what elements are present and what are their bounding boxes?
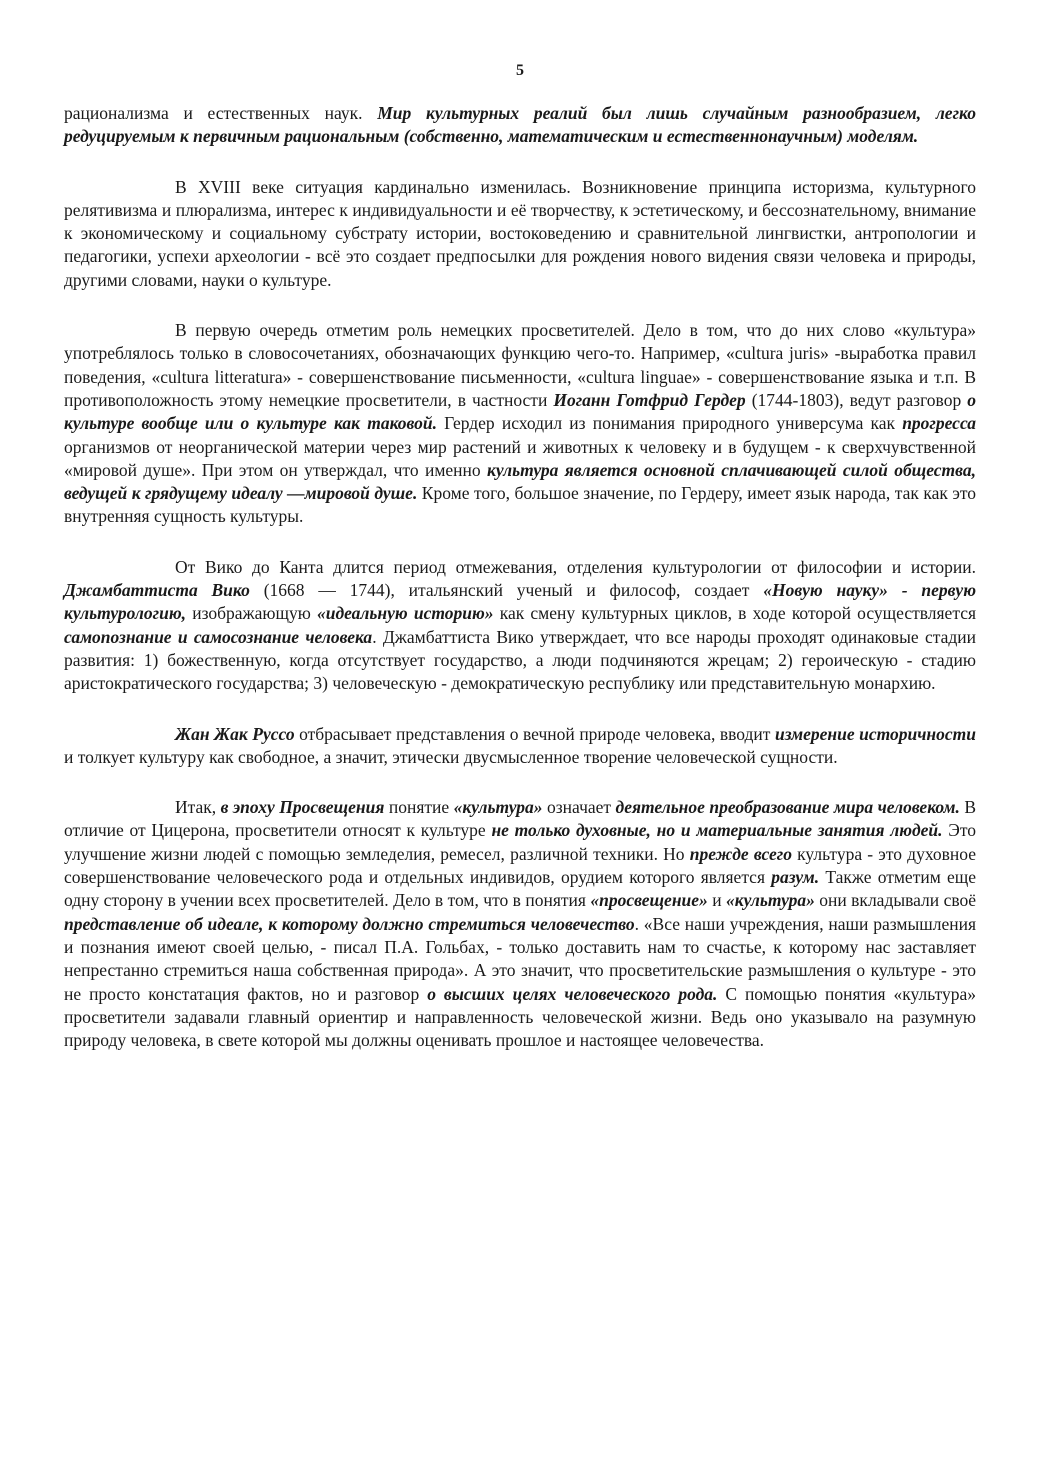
text-run: (1668 — 1744), итальянский ученый и философ, создает <box>249 580 764 601</box>
emphasized-text: измерение историчности <box>774 723 976 744</box>
emphasized-text: представление об идеале, к которому должно стремиться человечество <box>64 913 635 934</box>
emphasized-text: «идеальную историю» <box>316 603 494 624</box>
emphasized-text: Мир культурных реалий был лишь случайным разнообразием, легко редуцируемым к первичным рациональным (собственно, математическим и естественнонаучным) моделям. <box>64 103 976 147</box>
emphasized-text: о высших целях человеческого рода. <box>427 983 718 1004</box>
text-run: Итак, <box>175 797 221 818</box>
paragraph <box>64 556 976 696</box>
text-run: Гердер исходил из понимания природного универсума как <box>437 413 903 434</box>
text-run: В XVIII веке ситуация кардинально изменилась. Возникновение принципа историзма, культурного релятивизма и плюрализма, интерес к индивидуальности и её творчеству, к эстетическому, и бессознательному, внимание к экономическому и социальному субстрату истории, востоковедению и сравнительной лингвистки, антропологии и педагогики, успехи археологии - всё это создает предпосылки для рождения нового видения связи человека и природы, другими словами, науки о культуре. <box>64 176 976 290</box>
text-run: В первую очередь отметим роль немецких просветителей. Дело в том, что до них слово «культура» употреблялось только в словосочетаниях, обозначающих функцию чего-то. Например, «cultura juris» -выработка правил поведения, «cultura litteratura» - совершенствование письменности, «cultura linguae» - совершенствование языка и т.п. В противоположность этому немецкие просветители, в частности <box>64 320 976 410</box>
text-run: рационализма и естественных наук. <box>64 103 378 123</box>
text-run: организмов от неорганической материи через мир растений и животных к человеку и в будущем - к сверхчувственной «мировой душе». При этом он утверждал, что именно <box>64 436 976 480</box>
document-body <box>64 102 976 1052</box>
emphasized-text: самопознание и самосознание человека <box>64 626 373 647</box>
page-number: 5 <box>516 62 524 79</box>
text-run: культура - это духовное совершенствование человеческого рода и отдельных индивидов, орудием которого является <box>64 843 977 888</box>
emphasized-text: «культура» <box>453 797 543 818</box>
text-run: и <box>707 890 726 911</box>
text-run: . «Все наши учреждения, наши размышления и познания имеют своей целью, - писал П.А. Гольбах, - только доставить нам то счастье, к которому нас заставляет непрестанно стремиться наша собственная природа». А это значит, что просветительские размышления о культуре - это не просто констатация фактов, но и разговор <box>64 913 976 1004</box>
emphasized-text: прогресса <box>902 413 977 434</box>
text-run: . Джамбаттиста Вико утверждает, что все народы проходят одинаковые стадии развития: 1) божественную, когда отсутствует государство, а люди подчиняются жрецам; 2) героическую - стадию аристократического государства; 3) человеческую - демократическую республику или представительную монархию. <box>64 626 977 694</box>
emphasized-text: не только духовные, но и материальные занятия людей. <box>491 820 943 841</box>
paragraph <box>64 319 976 529</box>
emphasized-text: «культура» <box>726 890 815 911</box>
emphasized-text: деятельное преобразование мира человеком. <box>615 797 960 818</box>
text-run: отбрасывает представления о вечной природе человека, вводит <box>294 723 775 744</box>
paragraph <box>64 796 976 1052</box>
emphasized-text: Иоганн Готфрид Гердер <box>553 389 746 410</box>
emphasized-text: «просвещение» <box>590 890 708 911</box>
text-run: В отличие от Цицерона, просветители относят к культуре <box>64 797 976 841</box>
text-run: изображающую <box>186 603 317 624</box>
text-run: (1744-1803), ведут разговор <box>745 389 968 410</box>
document-page <box>64 62 976 1079</box>
text-run: С помощью понятия «культура» просветители задавали главный ориентир и направленность человеческой жизни. Ведь оно указывало на разумную природу человека, в свете которой мы должны оценивать прошлое и настоящее человечества. <box>64 983 976 1051</box>
emphasized-text: о культуре вообще или о культуре как таковой. <box>64 389 976 434</box>
text-run: Кроме того, большое значение, по Гердеру, имеет язык народа, так как это внутренняя сущность культуры. <box>64 483 976 527</box>
emphasized-text: культура является основной сплачивающей силой общества, ведущей к грядущему идеалу —мировой душе. <box>64 459 976 504</box>
emphasized-text: Жан Жак Руссо <box>175 723 295 744</box>
text-run: От Вико до Канта длится период отмежевания, отделения культурологии от философии и истории. <box>175 556 976 577</box>
text-run: они вкладывали своё <box>814 890 976 911</box>
text-run: означает <box>542 797 616 818</box>
text-run: как смену культурных циклов, в ходе которой осуществляется <box>493 603 977 624</box>
text-run: понятие <box>384 797 454 818</box>
text-run: Также отметим еще одну сторону в учении всех просветителей. Дело в том, что в понятия <box>64 867 976 911</box>
paragraph <box>64 176 976 292</box>
emphasized-text: Джамбаттиста Вико <box>64 580 250 601</box>
paragraph <box>64 102 976 149</box>
emphasized-text: разум. <box>771 867 820 888</box>
text-run: Это улучшение жизни людей с помощью земледелия, ремесел, различной техники. Но <box>64 820 976 864</box>
emphasized-text: прежде всего <box>689 843 792 864</box>
emphasized-text: «Новую науку» - первую культурологию, <box>64 580 976 624</box>
text-run: и толкует культуру как свободное, а значит, этически двусмысленное творение человеческой сущности. <box>64 746 838 767</box>
paragraph <box>64 723 976 770</box>
emphasized-text: в эпоху Просвещения <box>220 797 385 818</box>
